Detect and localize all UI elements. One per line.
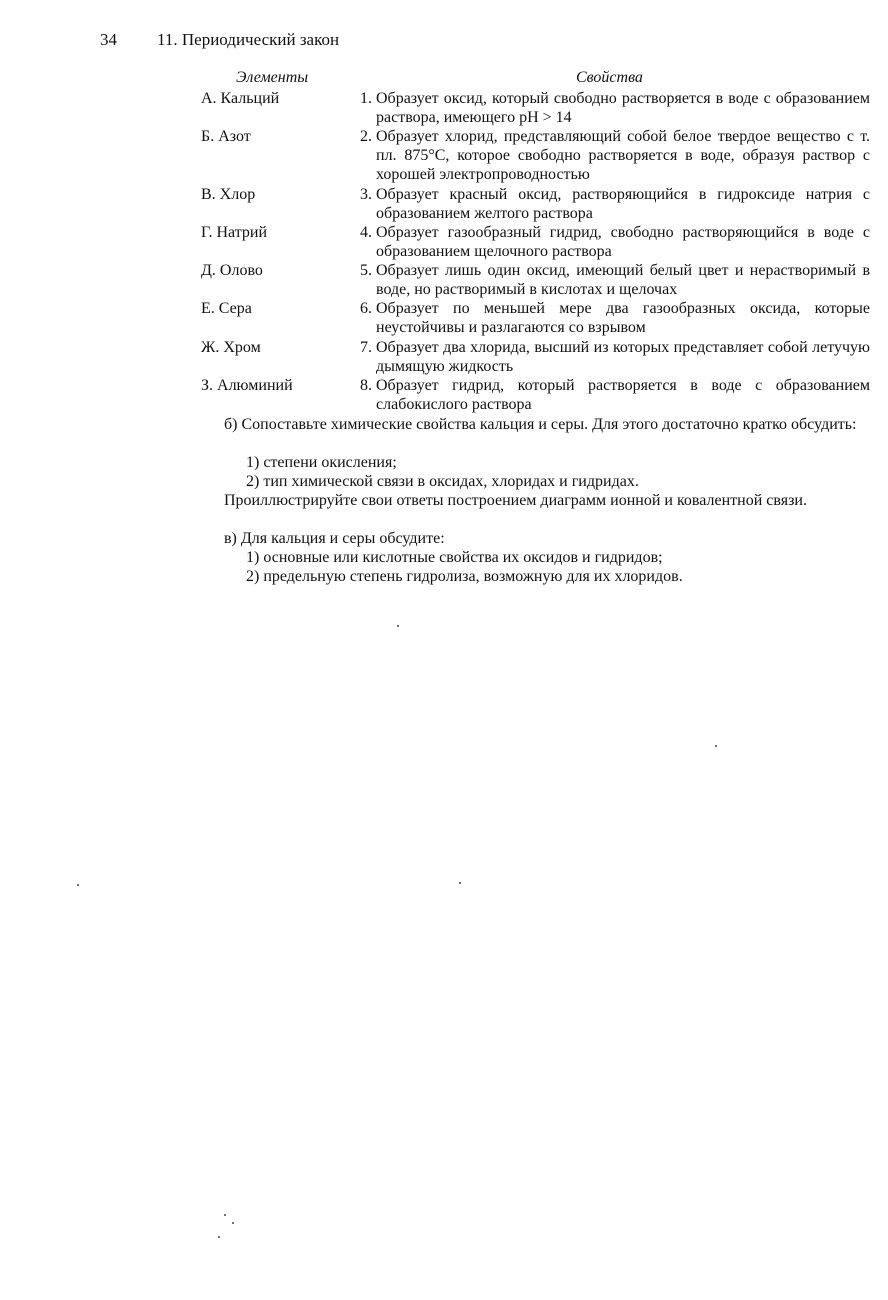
property-number: 5.	[360, 262, 372, 279]
running-title: 11. Периодический закон	[157, 30, 340, 49]
scan-speck	[459, 882, 461, 884]
part-b-item-1: 1) степени окисления;	[246, 454, 397, 471]
property-text: Образует по меньшей мере два газообразных оксида, которые неустойчивы и разлагаются со взрывом	[376, 300, 870, 336]
question-part-b: б) Сопоставьте химические свойства кальция и серы. Для этого достаточно кратко обсудить:	[224, 416, 857, 433]
element-label: Г. Натрий	[201, 224, 267, 241]
property-number: 1.	[360, 90, 372, 107]
scan-speck	[218, 1236, 220, 1238]
property-number: 4.	[360, 224, 372, 241]
illustrate-instruction: Проиллюстрируйте свои ответы построением диаграмм ионной и ковалентной связи.	[224, 492, 807, 509]
scan-speck	[397, 625, 399, 627]
element-label: Б. Азот	[201, 128, 251, 145]
property-text: Образует хлорид, представляющий собой белое твердое вещество с т. пл. 875°C, которое свободно растворяется в воде, образуя раствор с хорошей электропроводностью	[376, 128, 870, 183]
element-label: З. Алюминий	[201, 377, 293, 394]
property-number: 7.	[360, 339, 372, 356]
property-text: Образует лишь один оксид, имеющий белый цвет и нерастворимый в воде, но растворимый в кислотах и щелочах	[376, 262, 870, 298]
part-c-item-1: 1) основные или кислотные свойства их оксидов и гидридов;	[246, 549, 663, 566]
element-label: Д. Олово	[201, 262, 263, 279]
column-header-elements: Элементы	[236, 69, 309, 86]
element-label: Ж. Хром	[201, 339, 261, 356]
element-label: Е. Сера	[201, 300, 252, 317]
property-number: 2.	[360, 128, 372, 145]
element-label: В. Хлор	[201, 186, 256, 203]
property-text: Образует два хлорида, высший из которых представляет собой летучую дымящую жидкость	[376, 339, 870, 375]
scan-speck	[77, 884, 79, 886]
part-b-item-2: 2) тип химической связи в оксидах, хлоридах и гидридах.	[246, 473, 639, 490]
property-number: 8.	[360, 377, 372, 394]
property-text: Образует гидрид, который растворяется в воде с образованием слабокислого раствора	[376, 377, 870, 413]
property-number: 3.	[360, 186, 372, 203]
property-text: Образует красный оксид, растворяющийся в гидроксиде натрия с образованием желтого раствора	[376, 186, 870, 222]
page-number: 34	[100, 30, 117, 49]
property-number: 6.	[360, 300, 372, 317]
column-header-properties: Свойства	[576, 69, 643, 86]
question-part-c: в) Для кальция и серы обсудите:	[224, 530, 445, 547]
part-c-item-2: 2) предельную степень гидролиза, возможную для их хлоридов.	[246, 568, 683, 585]
property-text: Образует оксид, который свободно растворяется в воде с образованием раствора, имеющего pH > 14	[376, 90, 870, 126]
scan-speck	[232, 1222, 234, 1224]
property-text: Образует газообразный гидрид, свободно растворяющийся в воде с образованием щелочного раствора	[376, 224, 870, 260]
element-label: А. Кальций	[201, 90, 280, 107]
scan-speck	[715, 745, 717, 747]
scan-speck	[224, 1214, 226, 1216]
